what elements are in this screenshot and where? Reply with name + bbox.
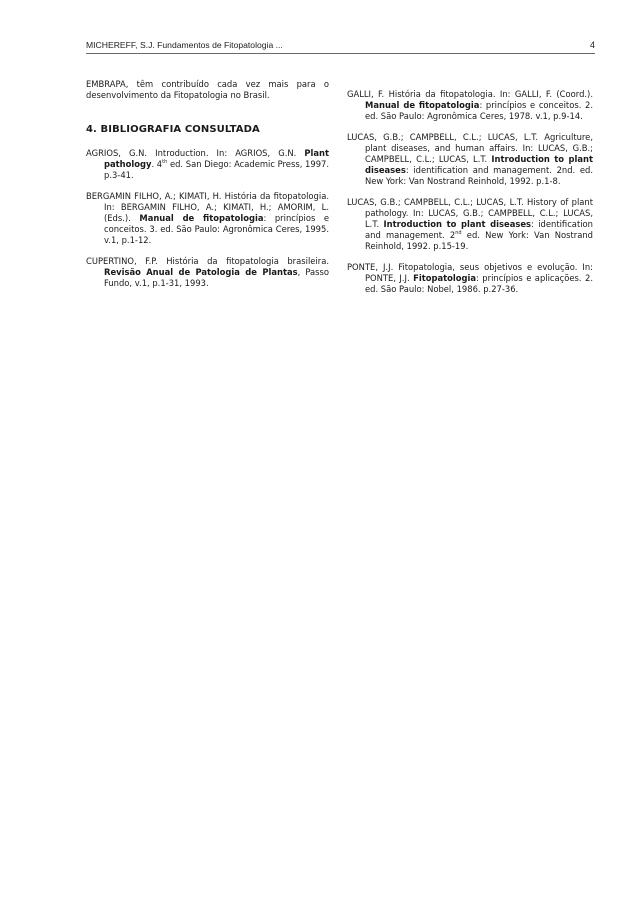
ref-text: PONTE, J.J. Fitopatologia, seus objetivos e evolução. In: PONTE, J.J. — [347, 262, 593, 283]
ref-title: Introduction to plant diseases — [383, 219, 531, 229]
reference-entry — [347, 132, 593, 187]
ref-text: CUPERTINO, F.P. História da fitopatologia brasileira. — [86, 256, 329, 266]
ref-text: ed. San Diego: Academic Press, 1997. p.3-41. — [104, 159, 330, 180]
ref-text: : identification and management. 2 — [365, 219, 593, 240]
ref-title: Manual de fitopatologia — [139, 213, 264, 223]
ref-superscript: nd — [455, 230, 462, 237]
ref-title: Manual de fitopatologia — [365, 100, 480, 110]
intro-paragraph: EMBRAPA, têm contribuído cada vez mais para o desenvolvimento da Fitopatologia no Brasil. — [86, 79, 329, 100]
ref-title: Plant pathology — [104, 148, 329, 169]
reference-entry — [86, 148, 329, 181]
ref-text: LUCAS, G.B.; CAMPBELL, C.L.; LUCAS, L.T. Agriculture, plant diseases, and human affairs. In: LUCAS, G.B.; CAMPBELL, C.L.; LUCAS, L.T. — [347, 132, 593, 164]
ref-text: , Passo Fundo, v.1, p.1-31, 1993. — [104, 267, 330, 288]
ref-text: LUCAS, G.B.; CAMPBELL, C.L.; LUCAS, L.T. History of plant pathology. In: LUCAS, G.B.; CAMPBELL, C.L.; LUCAS, L.T. — [347, 197, 593, 229]
reference-entry — [347, 197, 593, 252]
ref-text: : identification and management. 2nd. ed. New York: Van Nostrand Reinhold, 1992. p.1-8. — [365, 165, 593, 186]
ref-text: GALLI, F. História da fitopatologia. In: GALLI, F. (Coord.). — [347, 89, 593, 99]
reference-entry — [347, 89, 593, 122]
section-heading: 4. BIBLIOGRAFIA CONSULTADA — [86, 124, 260, 135]
page-number: 4 — [589, 40, 595, 50]
reference-entry — [86, 191, 329, 246]
right-column — [347, 89, 593, 305]
running-header — [86, 39, 595, 54]
ref-text: BERGAMIN FILHO, A.; KIMATI, H. História da fitopatologia. In: BERGAMIN FILHO, A.; KIMATI, H.; AMORIM, L. (Eds.). — [86, 191, 329, 223]
ref-text: : princípios e conceitos. 2. ed. São Paulo: Agronômica Ceres, 1978. v.1, p.9-14. — [365, 100, 594, 121]
ref-text: : princípios e conceitos. 3. ed. São Paulo: Agronômica Ceres, 1995. v.1, p.1-12. — [104, 213, 329, 245]
reference-entry — [347, 262, 593, 295]
ref-text: : princípios e aplicações. 2. ed. São Paulo: Nobel, 1986. p.27-36. — [365, 273, 593, 294]
ref-superscript: th — [162, 159, 168, 166]
ref-title: Fitopatologia — [413, 273, 477, 283]
ref-text: AGRIOS, G.N. Introduction. In: AGRIOS, G.N. — [86, 148, 305, 158]
ref-text: . 4 — [151, 159, 163, 169]
ref-title: Revisão Anual de Patologia de Plantas — [104, 267, 298, 277]
ref-title: Introduction to plant diseases — [365, 154, 593, 175]
running-title: MICHEREFF, S.J. Fundamentos de Fitopatologia ... — [86, 40, 283, 50]
left-column — [86, 79, 329, 299]
reference-entry — [86, 256, 329, 289]
ref-text: ed. New York: Van Nostrand Reinhold, 1992. p.15-19. — [365, 230, 593, 251]
